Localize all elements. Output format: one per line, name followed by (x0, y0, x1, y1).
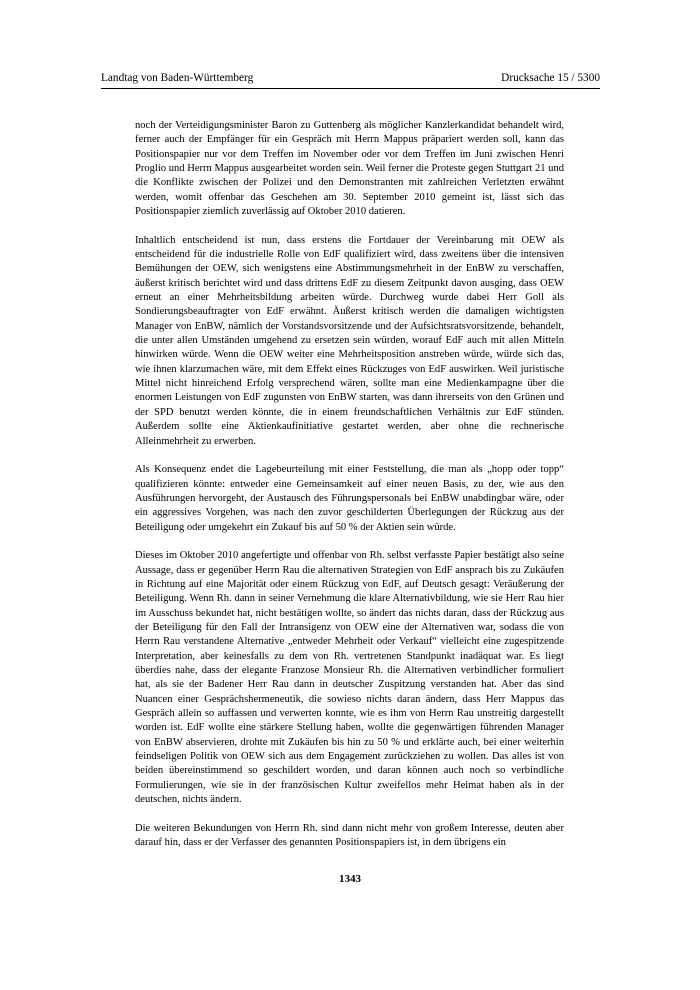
paragraph-2: Inhaltlich entscheidend ist nun, dass erstens die Fortdauer der Vereinbarung mit OEW als entscheidend für die industrielle Rolle von EdF qualifiziert wird, dass zweitens über die intensiven Bemühungen der OEW, sich wenigstens eine Abstimmungsmehrheit in der EnBW zu verschaffen, äußerst kritisch berichtet wird und dass drittens EdF zu diesem Zeitpunkt davon ausging, dass OEW erneut an einer Mehrheitsbildung arbeiten würde. Durchweg wurde dabei Herr Goll als Sondierungsbeauftragter von EdF erwähnt. Äußerst kritisch werden die damaligen wichtigsten Manager von EnBW, nämlich der Vorstandsvorsitzende und der Aufsichtsratsvorsitzende, behandelt, die unter allen Umständen umgehend zu ersetzen sein würden, worauf EdF auch mit allen Mitteln hinwirken würde. Wenn die OEW weiter eine Mehrheitsposition anstreben würde, würde sich das, wie ihnen klarzumachen wäre, mit dem Effekt eines Rückzuges von EdF auswirken. Weil juristische Mittel nicht hinreichend Erfolg versprechend wären, sollte man eine Medienkampagne über die enormen Leistungen von EdF zugunsten von EnBW starten, was dann ihrerseits von den Grünen und der SPD benutzt werden könnte, die in einem freundschaftlichen Verhältnis zur EdF stünden. Außerdem sollte eine Aktienkaufinitiative gestartet werden, aber ohne die rechnerische Alleinmehrheit zu erwerben. (135, 234, 564, 447)
document-body (135, 119, 564, 850)
page-header (101, 70, 600, 87)
paragraph-3: Als Konsequenz endet die Lagebeurteilung mit einer Feststellung, die man als „hopp oder topp“ qualifizieren könnte: entweder eine Gemeinsamkeit auf einer neuen Basis, zu der, wie aus den Ausführungen hervorgeht, der Austausch des Führungspersonals bei EnBW unabdingbar wäre, oder ein aggressives Vorgehen, was nach den zuvor geschilderten Überlegungen der Rückzug aus der Beteiligung oder umgekehrt ein Zukauf bis auf 50 % der Aktien sein würde. (135, 464, 564, 533)
paragraph-5: Die weiteren Bekundungen von Herrn Rh. sind dann nicht mehr von großem Interesse, deuten aber darauf hin, dass er der Verfasser des genannten Positionspapiers ist, in dem übrigens ein (135, 822, 564, 848)
parliament-name: Landtag von Baden-Württemberg (101, 72, 254, 84)
header-divider (101, 88, 600, 89)
paragraph-1: noch der Verteidigungsminister Baron zu Guttenberg als möglicher Kanzlerkandidat behandelt wird, ferner auch der Empfänger für ein Gespräch mit Herrn Mappus präpariert werden soll, kann das Positionspapier nur vor dem Treffen im November oder vor dem Treffen im Juni zwischen Henri Proglio und Herrn Mappus ausgearbeitet worden sein. Weil ferner die Proteste gegen Stuttgart 21 und die Konflikte zwischen der Polizei und den Demonstranten mit zahlreichen Verletzten erwähnt werden, womit offenbar das Geschehen am 30. September 2010 gemeint ist, lässt sich das Positionspapier ziemlich zuverlässig auf Oktober 2010 datieren. (135, 120, 564, 218)
page-number: 1343 (339, 873, 361, 885)
paragraph-4: Dieses im Oktober 2010 angefertigte und offenbar von Rh. selbst verfasste Papier bestätigt also seine Aussage, dass er gegenüber Herrn Rau die alternativen Strategien von EdF ansprach bis zu Zukäufen in Richtung auf eine Majorität oder einem Rückzug von EdF, auf Deutsch gesagt: Veräußerung der Beteiligung. Wenn Rh. dann in seiner Vernehmung die klare Alternativbildung, wie sie Herr Rau hier im Ausschuss bekundet hat, nicht bestätigen wollte, so ändert das nichts daran, dass der Rückzug aus der Beteiligung für den Fall der Intransigenz von OEW eine der Alternativen war, sodass die von Herrn Rau verstandene Alternative „entweder Mehrheit oder Verkauf“ vielleicht eine zugespitzende Interpretation, aber keinesfalls zu dem von Rh. vertretenen Standpunkt inadäquat war. Es liegt überdies nahe, dass der elegante Franzose Monsieur Rh. die Alternativen verbindlicher formuliert hat, als sie der Badener Herr Rau dann in deutscher Zuspitzung verstanden hat. Aber das sind Nuancen einer Gesprächshermeneutik, die sowieso nichts daran ändern, dass Herr Mappus das Gespräch allein so auffassen und verwerten konnte, wie es ihm von Herrn Rau unstreitig dargestellt worden ist. EdF wollte eine stärkere Stellung haben, wollte die gegenwärtigen führenden Manager von EnBW abservieren, drohte mit Zukäufen bis hin zu 50 % und erklärte auch, bei einer weiterhin feindseligen Politik von OEW sich aus dem Engagement zurückziehen zu wollen. Das alles ist von beiden übereinstimmend so geschildert worden, und daran können auch noch so verbindliche Formulierungen, wie sie in der französischen Kultur zweifellos mehr Heimat haben als in der deutschen, nichts ändern. (135, 550, 564, 806)
document-number: Drucksache 15 / 5300 (501, 72, 600, 84)
